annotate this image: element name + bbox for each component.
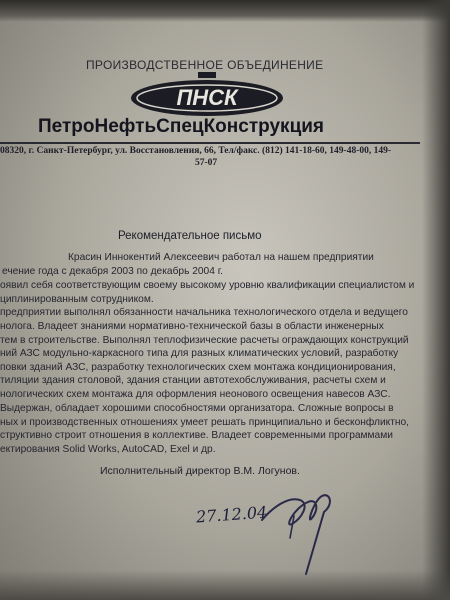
logo-text: ПНСК bbox=[176, 85, 238, 110]
body-line: нолога. Владеет знаниями нормативно-технической базы в области инженерных bbox=[0, 321, 384, 332]
letter-title: Рекомендательное письмо bbox=[118, 230, 262, 242]
body-line: тем в строительстве. Выполнял теплофизические расчеты ограждающих конструкций bbox=[0, 335, 409, 346]
photo-shadow-bottom bbox=[0, 570, 450, 600]
body-line: Выдержан, обладает хорошими способностями организатора. Сложные вопросы в bbox=[0, 403, 394, 414]
letterhead-divider bbox=[0, 142, 420, 144]
body-line: предприятии выполнял обязанности начальника технологического отдела и ведущего bbox=[0, 307, 408, 318]
body-line: тиляции здания столовой, здания станции автотехобслуживания, расчеты схем и bbox=[0, 375, 386, 386]
body-line: ний АЗС модульно-каркасного типа для разных климатических условий, разработку bbox=[0, 348, 399, 359]
body-line: повки зданий АЗС, разработку технологических схем монтажа кондиционирования, bbox=[0, 362, 396, 373]
company-name: ПетроНефтьСпецКонструкция bbox=[38, 116, 325, 137]
address-line-2: 57-07 bbox=[195, 158, 218, 168]
body-line: ечение года с декабря 2003 по декабрь 2004 г. bbox=[2, 266, 223, 277]
body-line: структивно строит отношения в коллективе. Владеет современными программами bbox=[0, 430, 393, 441]
body-line: нологических схем монтажа для оформления неонового освещения навесов АЗС. bbox=[0, 389, 391, 400]
body-line: циплинированным сотрудником. bbox=[0, 294, 154, 305]
letterhead-org-type: ПРОИЗВОДСТВЕННОЕ ОБЪЕДИНЕНИЕ bbox=[86, 58, 324, 72]
signatory-line: Исполнительный директор В.М. Логунов. bbox=[100, 465, 300, 477]
photo-dark-top-edge bbox=[0, 0, 450, 22]
body-line: ных и производственных отношениях умеет решать принципиально и бесконфликтно, bbox=[0, 417, 410, 428]
body-line: оявил себя соответствующим своему высокому уровню квалификации специалистом и bbox=[0, 280, 415, 291]
body-line: Красин Иннокентий Алексеевич работал на нашем предприятии bbox=[68, 252, 374, 263]
handwritten-date: 27.12.04 bbox=[195, 502, 268, 527]
company-logo bbox=[128, 72, 286, 118]
address-line-1: 08320, г. Санкт-Петербург, ул. Восстановления, 66, Тел/факс. (812) 141-18-60, 149-48-00, 149- bbox=[0, 146, 392, 156]
body-line: ектирования Solid Works, AutoCAD, Exel и др. bbox=[0, 444, 216, 455]
photo-dark-right-edge bbox=[422, 0, 450, 600]
handwritten-signature bbox=[254, 478, 344, 578]
